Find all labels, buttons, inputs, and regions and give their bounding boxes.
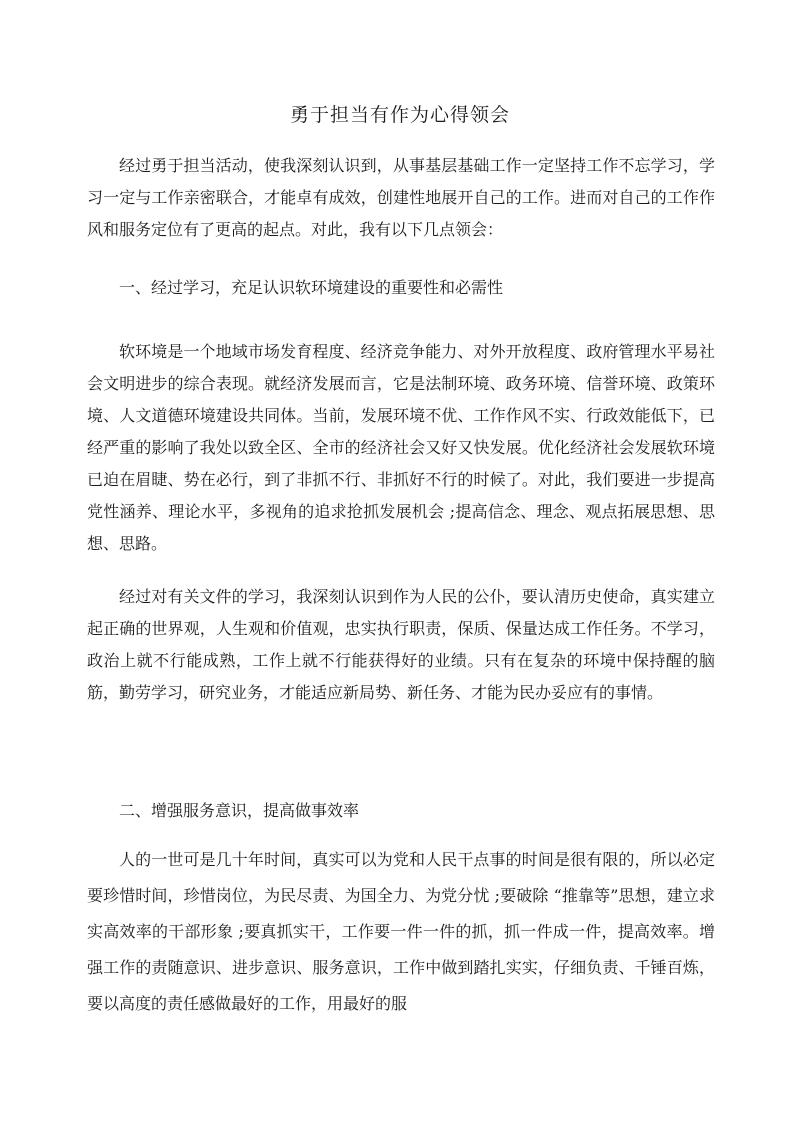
intro-paragraph: 经过勇于担当活动，使我深刻认识到，从事基层基础工作一定坚持工作不忘学习，学习一定与工作亲密联合，才能卓有成效，创建性地展开自己的工作。进而对自己的工作作风和服务定位有了更高的起点。对此，我有以下几点领会： [87, 156, 715, 239]
section-1-paragraph-1: 软环境是一个地域市场发育程度、经济竞争能力、对外开放程度、政府管理水平易社会文明进步的综合表现。就经济发展而言，它是法制环境、政务环境、信誉环境、政策环境、人文道德环境建设共同体。当前，发展环境不优、工作作风不实、行政效能低下，已经严重的影响了我处以致全区、全市的经济社会又好又快发展。优化经济社会发展软环境已迫在眉睫、势在必行，到了非抓不行、非抓好不行的时候了。对此，我们要进一步提高党性涵养、理论水平，多视角的追求抢抓发展机会 ;提高信念、理念、观点拓展思想、思想、思路。 [87, 342, 715, 553]
section-1-heading: 一、经过学习，充足认识软环境建设的重要性和必需性 [119, 278, 504, 297]
section-2-paragraph-1: 人的一世可是几十年时间，真实可以为党和人民干点事的时间是很有限的，所以必定要珍惜时间，珍惜岗位，为民尽责、为国全力、为党分忧 ;要破除 “推靠等”思想，建立求实高效率的干部形象 ;要真抓实干，工作要一件一件的抓，抓一件成一件，提高效率。增强工作的责随意识、进步意识、服务意识，工作中做到踏扎实实，仔细负责、千锤百炼，要以高度的责任感做最好的工作，用最好的服 [87, 850, 715, 1013]
section-1-paragraph-2: 经过对有关文件的学习，我深刻认识到作为人民的公仆，要认清历史使命，真实建立起正确的世界观，人生观和价值观，忠实执行职责，保质、保量达成工作任务。不学习，政治上就不行能成熟，工作上就不行能获得好的业绩。只有在复杂的环境中保持醒的脑筋，勤劳学习，研究业务，才能适应新局势、新任务、才能为民办妥应有的事情。 [87, 587, 715, 702]
document-title: 勇于担当有作为心得领会 [289, 104, 510, 126]
section-2-heading: 二、增强服务意识，提高做事效率 [119, 801, 360, 820]
